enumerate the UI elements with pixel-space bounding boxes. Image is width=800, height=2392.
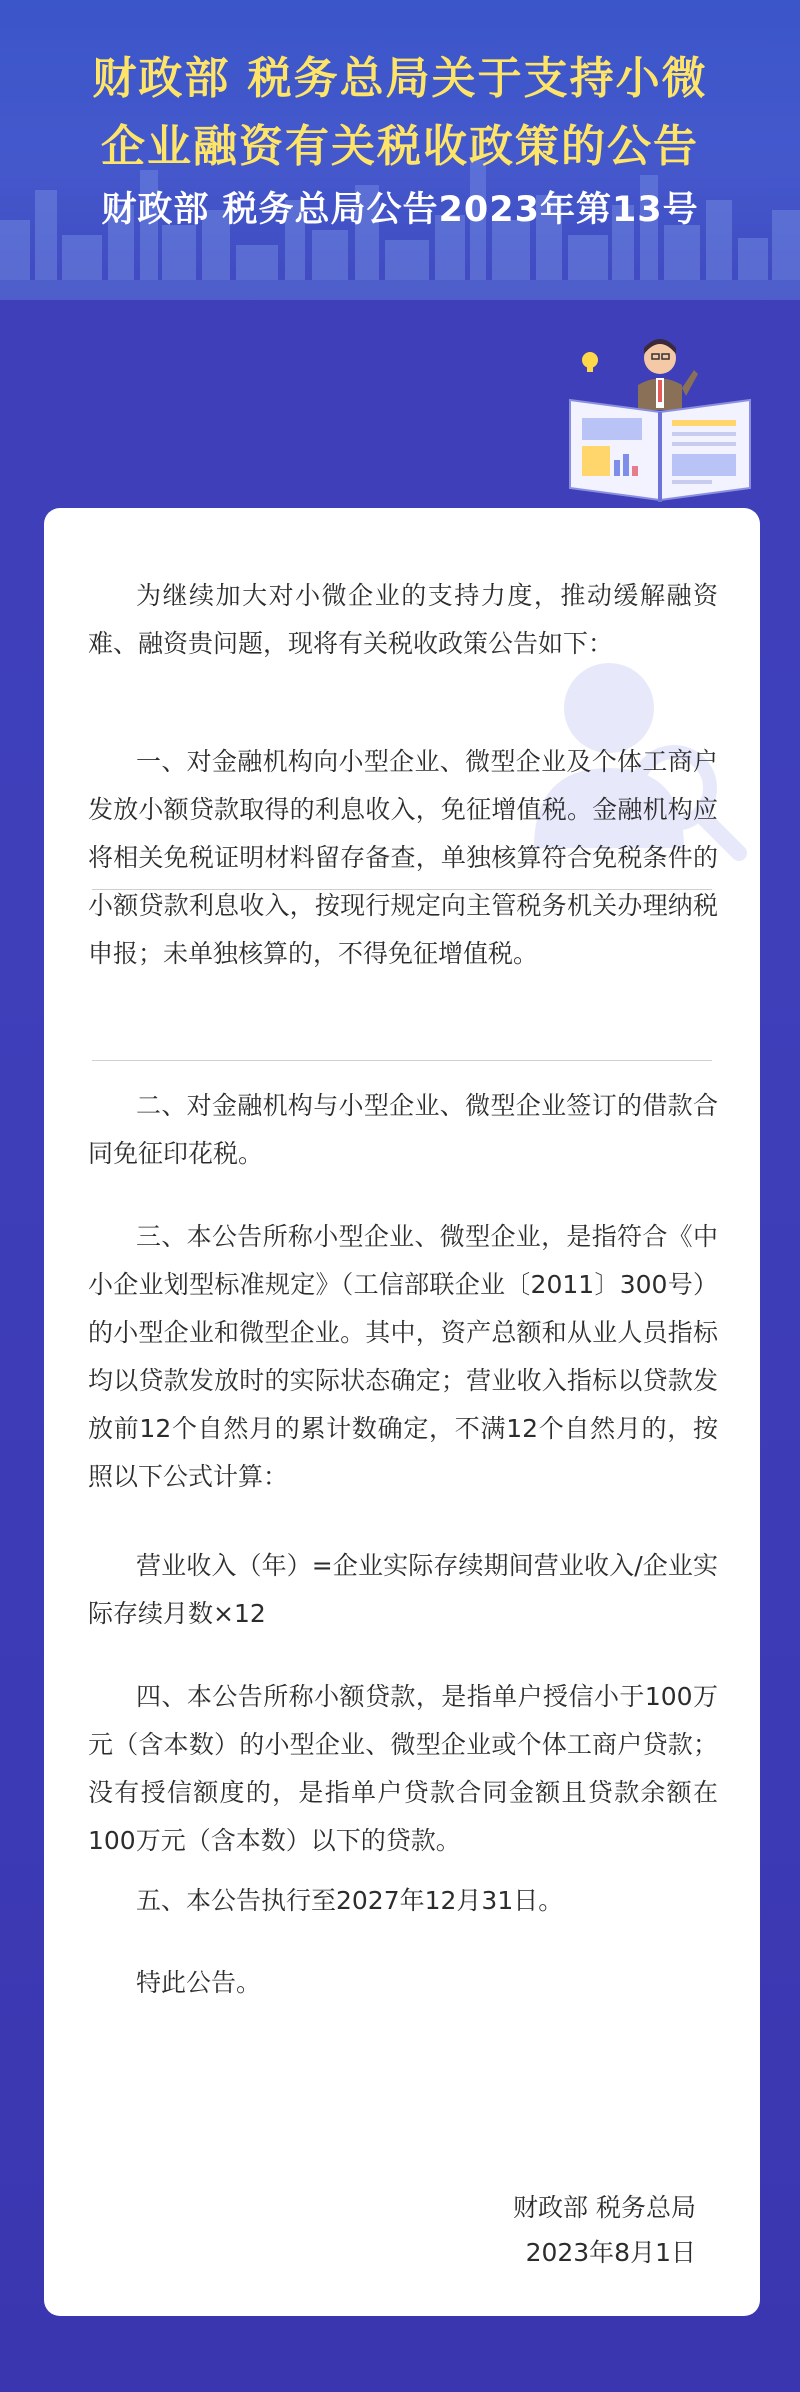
item-5-paragraph: 五、本公告执行至2027年12月31日。 bbox=[136, 1886, 564, 1915]
announcement-card bbox=[44, 508, 760, 2316]
teacher-book-illustration-icon bbox=[560, 330, 765, 510]
item-4-paragraph: 四、本公告所称小额贷款，是指单户授信小于100万元（含本数）的小型企业、微型企业或个体工商户贷款；没有授信额度的，是指单户贷款合同金额且贷款余额在100万元（含本数）以下的贷款。 bbox=[88, 1682, 718, 1855]
date: 2023年8月1日 bbox=[525, 2238, 696, 2267]
divider-line bbox=[92, 889, 712, 890]
intro-paragraph: 为继续加大对小微企业的支持力度，推动缓解融资难、融资贵问题，现将有关税收政策公告如下： bbox=[88, 581, 718, 658]
closing-text: 特此公告。 bbox=[136, 1968, 262, 1997]
header-banner bbox=[0, 0, 800, 300]
page-title-line1: 财政部 税务总局关于支持小微 bbox=[92, 53, 708, 104]
page-title-line2: 企业融资有关税收政策的公告 bbox=[101, 121, 699, 172]
item-2-paragraph: 二、对金融机构与小型企业、微型企业签订的借款合同免征印花税。 bbox=[88, 1091, 718, 1168]
signature: 财政部 税务总局 bbox=[513, 2193, 696, 2222]
divider-line bbox=[92, 1060, 712, 1061]
page-subtitle: 财政部 税务总局公告2023年第13号 bbox=[101, 190, 699, 230]
formula-paragraph: 营业收入（年）=企业实际存续期间营业收入/企业实际存续月数×12 bbox=[88, 1551, 718, 1628]
item-3-paragraph: 三、本公告所称小型企业、微型企业，是指符合《中小企业划型标准规定》（工信部联企业〔2011〕300号）的小型企业和微型企业。其中，资产总额和从业人员指标均以贷款发放时的实际状态确定；营业收入指标以贷款发放前12个自然月的累计数确定，不满12个自然月的，按照以下公式计算： bbox=[88, 1222, 718, 1491]
item-1-paragraph: 一、对金融机构向小型企业、微型企业及个体工商户发放小额贷款取得的利息收入，免征增值税。金融机构应将相关免税证明材料留存备查，单独核算符合免税条件的小额贷款利息收入，按现行规定向主管税务机关办理纳税申报；未单独核算的，不得免征增值税。 bbox=[88, 747, 718, 968]
